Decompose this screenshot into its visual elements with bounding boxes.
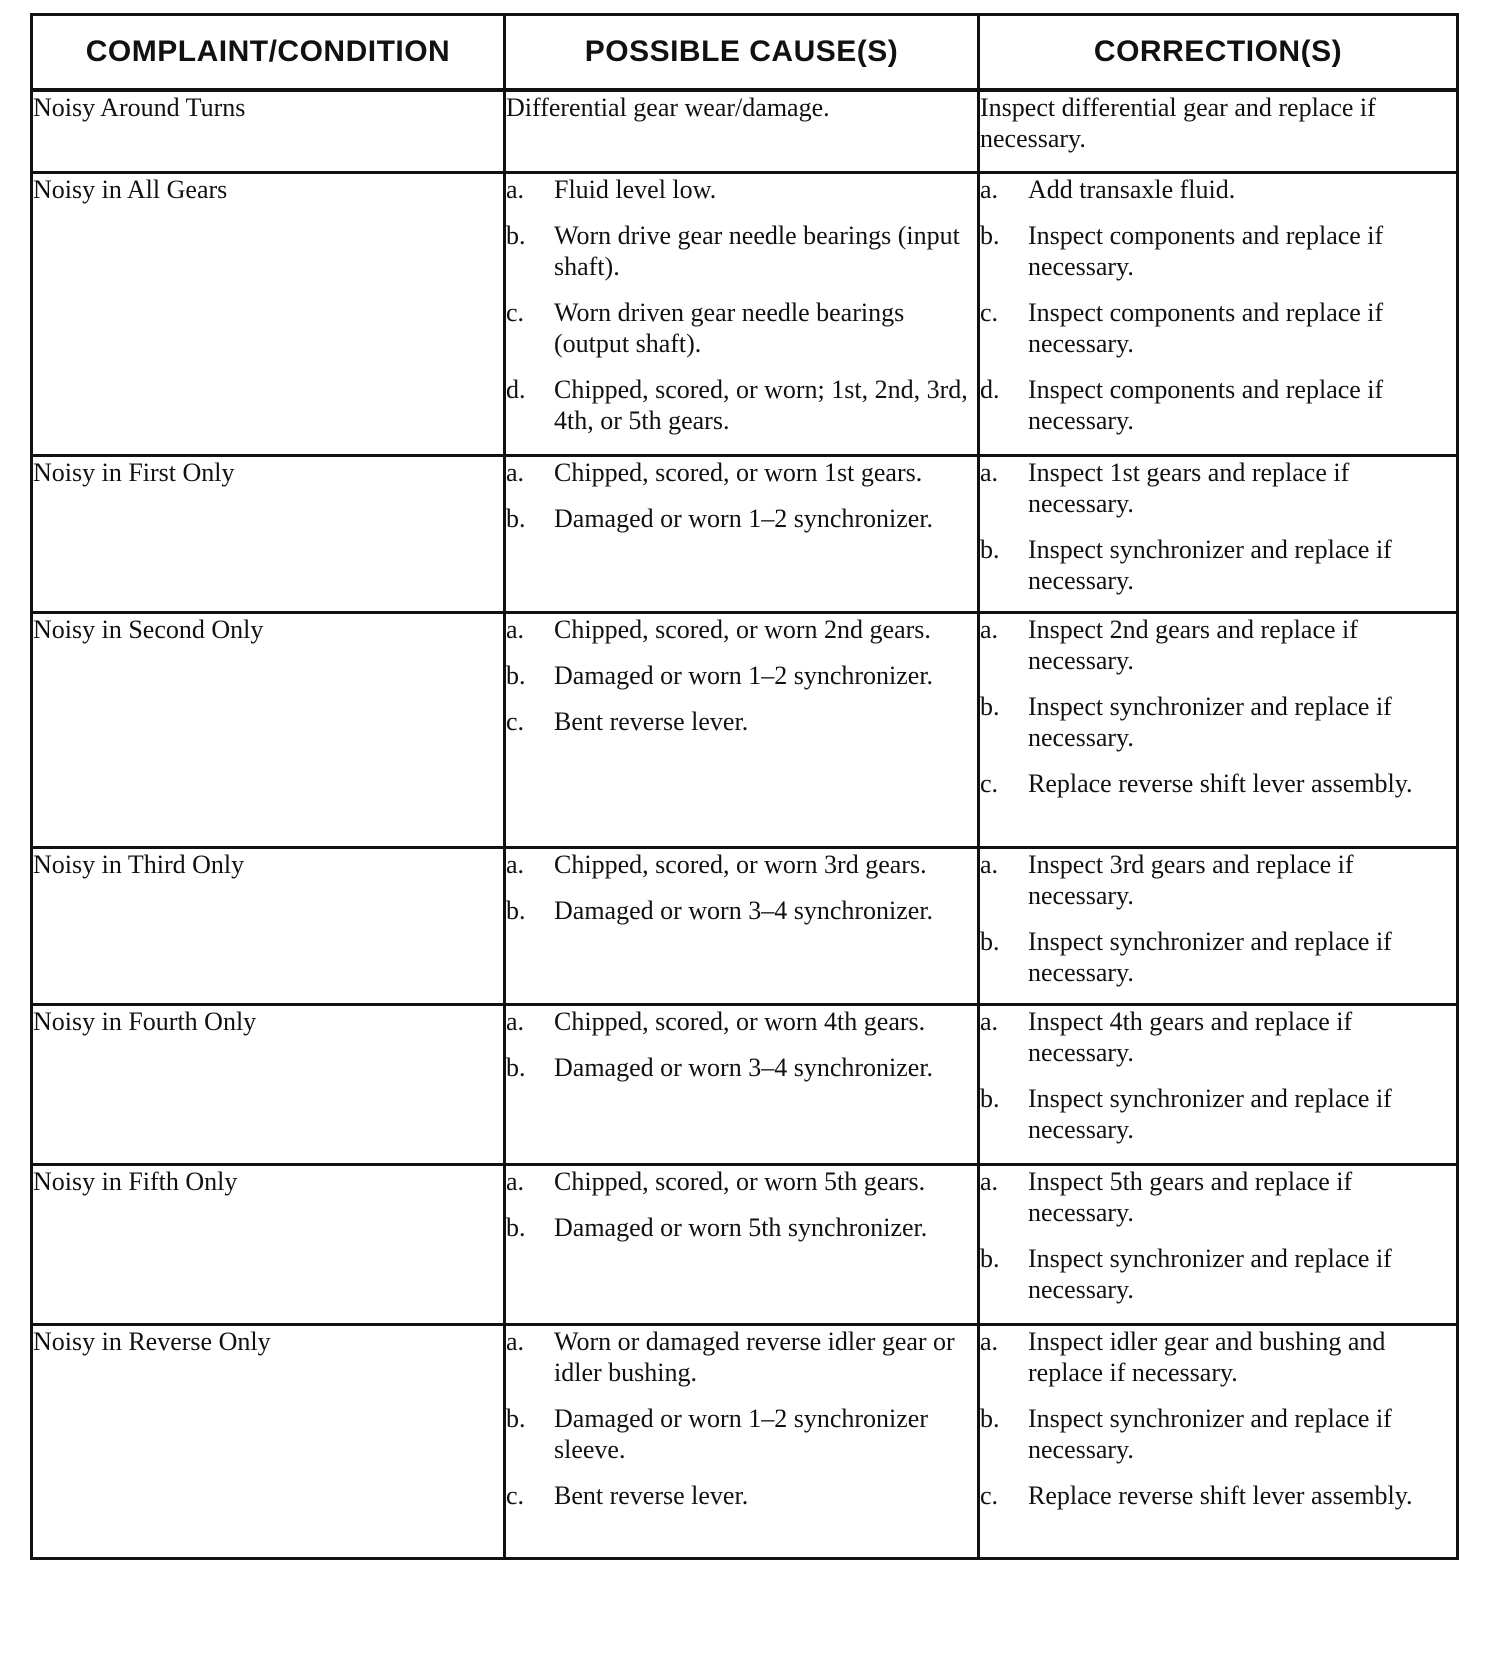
item-text: Damaged or worn 3–4 synchronizer. [554, 1052, 934, 1082]
item-text: Damaged or worn 5th synchronizer. [554, 1212, 928, 1242]
correction-cell [979, 1324, 1458, 1558]
list-item [980, 1083, 1456, 1145]
table-row [32, 1004, 1458, 1164]
list-item [980, 1243, 1456, 1305]
list-item [506, 503, 977, 534]
list-item [506, 660, 977, 691]
list-item [980, 926, 1456, 988]
complaint-cell: Noisy in Third Only [32, 847, 505, 1004]
list-item [980, 1480, 1456, 1511]
list-item [506, 1006, 977, 1037]
table-row [32, 1324, 1458, 1558]
list-item [980, 1166, 1456, 1228]
item-letter: b. [980, 220, 1000, 250]
header-complaint: COMPLAINT/CONDITION [32, 15, 505, 91]
cause-cell [505, 847, 979, 1004]
table-row [32, 172, 1458, 455]
item-letter: c. [980, 768, 999, 798]
list-item [506, 849, 977, 880]
item-letter: b. [980, 926, 1000, 956]
list-item [506, 220, 977, 282]
item-text: Chipped, scored, or worn 4th gears. [554, 1006, 926, 1036]
item-letter: d. [506, 374, 526, 404]
item-letter: a. [506, 1006, 525, 1036]
list-item [980, 1403, 1456, 1465]
item-text: Inspect synchronizer and replace if necessary. [1028, 926, 1392, 987]
list-item [980, 1326, 1456, 1388]
complaint-cell: Noisy in Second Only [32, 612, 505, 847]
item-text: Damaged or worn 3–4 synchronizer. [554, 895, 934, 925]
complaint-cell: Noisy Around Turns [32, 90, 505, 172]
item-text: Inspect 5th gears and replace if necessary. [1028, 1166, 1353, 1227]
item-text: Chipped, scored, or worn 5th gears. [554, 1166, 926, 1196]
item-letter: b. [506, 503, 526, 533]
item-text: Damaged or worn 1–2 synchronizer. [554, 660, 934, 690]
list-item [980, 768, 1456, 799]
diagnosis-table [30, 13, 1459, 1560]
correction-cell: Inspect differential gear and replace if necessary. [979, 90, 1458, 172]
correction-cell [979, 172, 1458, 455]
list-item [506, 1480, 977, 1511]
item-letter: a. [980, 614, 999, 644]
item-text: Chipped, scored, or worn; 1st, 2nd, 3rd, 4th, or 5th gears. [554, 374, 968, 435]
list-item [506, 614, 977, 645]
table-row [32, 612, 1458, 847]
item-text: Inspect components and replace if necessary. [1028, 374, 1384, 435]
cause-cell [505, 172, 979, 455]
item-letter: a. [506, 614, 525, 644]
table-row [32, 90, 1458, 172]
list-item [980, 374, 1456, 436]
item-text: Damaged or worn 1–2 synchronizer sleeve. [554, 1403, 928, 1464]
item-text: Inspect synchronizer and replace if necessary. [1028, 1403, 1392, 1464]
list-item [980, 297, 1456, 359]
item-letter: d. [980, 374, 1000, 404]
item-text: Inspect synchronizer and replace if necessary. [1028, 1243, 1392, 1304]
item-text: Chipped, scored, or worn 2nd gears. [554, 614, 931, 644]
item-letter: a. [980, 1006, 999, 1036]
item-text: Inspect synchronizer and replace if necessary. [1028, 534, 1392, 595]
item-letter: a. [980, 1166, 999, 1196]
item-text: Inspect idler gear and bushing and replace if necessary. [1028, 1326, 1386, 1387]
list-item [506, 174, 977, 205]
cause-cell [505, 1164, 979, 1324]
cause-cell [505, 1004, 979, 1164]
list-item [980, 457, 1456, 519]
item-letter: b. [980, 1403, 1000, 1433]
header-cause: POSSIBLE CAUSE(S) [505, 15, 979, 91]
correction-cell [979, 612, 1458, 847]
list-item [980, 614, 1456, 676]
item-letter: a. [506, 174, 525, 204]
item-text: Inspect 1st gears and replace if necessary. [1028, 457, 1350, 518]
item-letter: a. [980, 1326, 999, 1356]
item-letter: c. [506, 297, 525, 327]
item-letter: c. [506, 1480, 525, 1510]
cause-cell [505, 612, 979, 847]
header-row [32, 15, 1458, 91]
item-letter: c. [980, 1480, 999, 1510]
item-text: Inspect synchronizer and replace if necessary. [1028, 1083, 1392, 1144]
item-letter: a. [980, 849, 999, 879]
item-letter: b. [506, 895, 526, 925]
item-letter: c. [506, 706, 525, 736]
item-text: Bent reverse lever. [554, 1480, 749, 1510]
list-item [506, 706, 977, 737]
item-text: Chipped, scored, or worn 3rd gears. [554, 849, 927, 879]
list-item [506, 1052, 977, 1083]
item-text: Worn drive gear needle bearings (input shaft). [554, 220, 960, 281]
item-letter: b. [506, 1052, 526, 1082]
list-item [506, 1212, 977, 1243]
complaint-cell: Noisy in First Only [32, 455, 505, 612]
correction-cell [979, 847, 1458, 1004]
item-letter: b. [506, 220, 526, 250]
list-item [980, 691, 1456, 753]
item-text: Inspect 3rd gears and replace if necessary. [1028, 849, 1354, 910]
item-letter: a. [980, 457, 999, 487]
item-letter: a. [506, 1166, 525, 1196]
item-text: Worn or damaged reverse idler gear or idler bushing. [554, 1326, 955, 1387]
list-item [980, 849, 1456, 911]
item-text: Inspect synchronizer and replace if necessary. [1028, 691, 1392, 752]
list-item [506, 895, 977, 926]
item-letter: b. [980, 534, 1000, 564]
item-letter: b. [980, 1243, 1000, 1273]
item-text: Replace reverse shift lever assembly. [1028, 768, 1413, 798]
list-item [980, 534, 1456, 596]
item-letter: b. [980, 691, 1000, 721]
table-body [32, 90, 1458, 1558]
list-item [506, 297, 977, 359]
item-text: Add transaxle fluid. [1028, 174, 1236, 204]
item-letter: b. [506, 660, 526, 690]
cause-cell [505, 455, 979, 612]
complaint-cell: Noisy in Fifth Only [32, 1164, 505, 1324]
correction-cell [979, 1164, 1458, 1324]
table-row [32, 1164, 1458, 1324]
header-correction: CORRECTION(S) [979, 15, 1458, 91]
item-letter: a. [506, 1326, 525, 1356]
item-text: Replace reverse shift lever assembly. [1028, 1480, 1413, 1510]
item-letter: a. [506, 849, 525, 879]
item-letter: b. [506, 1403, 526, 1433]
item-letter: c. [980, 297, 999, 327]
complaint-cell: Noisy in All Gears [32, 172, 505, 455]
item-letter: a. [506, 457, 525, 487]
list-item [506, 1166, 977, 1197]
item-text: Chipped, scored, or worn 1st gears. [554, 457, 923, 487]
list-item [506, 374, 977, 436]
item-text: Damaged or worn 1–2 synchronizer. [554, 503, 934, 533]
item-text: Inspect components and replace if necessary. [1028, 220, 1384, 281]
list-item [980, 174, 1456, 205]
list-item [506, 1403, 977, 1465]
item-letter: b. [506, 1212, 526, 1242]
complaint-cell: Noisy in Fourth Only [32, 1004, 505, 1164]
correction-cell [979, 455, 1458, 612]
complaint-cell: Noisy in Reverse Only [32, 1324, 505, 1558]
list-item [506, 1326, 977, 1388]
item-letter: a. [980, 174, 999, 204]
item-letter: b. [980, 1083, 1000, 1113]
table-row [32, 455, 1458, 612]
item-text: Fluid level low. [554, 174, 717, 204]
list-item [980, 1006, 1456, 1068]
cause-cell: Differential gear wear/damage. [505, 90, 979, 172]
item-text: Bent reverse lever. [554, 706, 749, 736]
table-row [32, 847, 1458, 1004]
list-item [980, 220, 1456, 282]
item-text: Inspect 2nd gears and replace if necessary. [1028, 614, 1358, 675]
cause-cell [505, 1324, 979, 1558]
item-text: Worn driven gear needle bearings (output shaft). [554, 297, 905, 358]
correction-cell [979, 1004, 1458, 1164]
list-item [506, 457, 977, 488]
item-text: Inspect components and replace if necessary. [1028, 297, 1384, 358]
item-text: Inspect 4th gears and replace if necessary. [1028, 1006, 1353, 1067]
